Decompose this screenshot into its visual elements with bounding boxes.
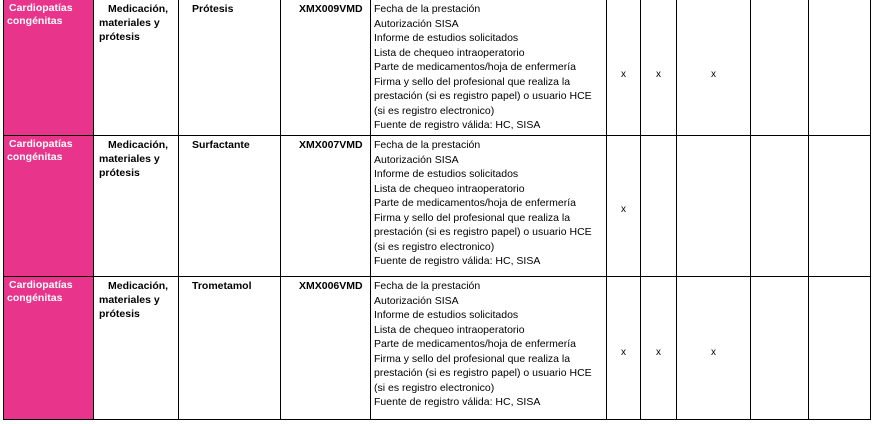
requirement-item: Lista de chequeo intraoperatorio [374, 46, 525, 59]
requirement-item: Firma y sello del profesional que realiza la [374, 352, 571, 365]
requirement-item: Autorización SISA [374, 153, 459, 166]
mark: x [711, 69, 716, 80]
mark-cell [641, 0, 677, 136]
requirements-cell [371, 136, 607, 277]
mark-cell [677, 277, 751, 420]
category-cell [4, 277, 94, 420]
table-row [4, 0, 871, 136]
mark: x [656, 346, 661, 358]
mark-cell [751, 136, 809, 277]
mark-cell [641, 136, 677, 277]
category-cell [4, 0, 94, 136]
requirement-item: Informe de estudios solicitados [374, 309, 519, 321]
requirement-item: Fuente de registro válida: HC, SISA [374, 119, 541, 131]
category-line: congénitas [7, 15, 63, 27]
category-line: congénitas [7, 151, 63, 163]
mark: x [656, 69, 661, 80]
requirement-item: Fecha de la prestación [374, 280, 481, 292]
requirement-item: prestación (si es registro papel) o usuario HCE [374, 367, 592, 379]
mark-cell [809, 136, 871, 277]
mark-cell [809, 0, 871, 136]
type-line: prótesis [99, 167, 140, 179]
mark-cell [677, 0, 751, 136]
type-line: Medicación, [108, 3, 169, 15]
requirement-item: prestación (si es registro papel) o usuario HCE [374, 90, 592, 102]
mark: x [711, 346, 716, 358]
item-name-cell: Trometamol [179, 277, 281, 420]
type-line: Medicación, [108, 280, 169, 292]
requirement-item: Autorización SISA [374, 294, 459, 307]
item-code-cell: XMX006VMD [281, 277, 371, 420]
type-line: materiales y [99, 153, 160, 165]
requirement-item: (si es registro electronico) [374, 104, 495, 117]
mark-cell [751, 0, 809, 136]
requirements-cell [371, 0, 607, 136]
requirement-item: Autorización SISA [374, 17, 459, 30]
type-cell [94, 277, 179, 420]
mark: x [621, 203, 626, 215]
requirement-item: (si es registro electronico) [374, 240, 495, 253]
type-line: materiales y [99, 17, 160, 29]
mark-cell [677, 136, 751, 277]
requirement-item: Parte de medicamentos/hoja de enfermería [374, 197, 576, 209]
requirement-item: prestación (si es registro papel) o usuario HCE [374, 226, 592, 238]
requirement-item: Fecha de la prestación [374, 3, 481, 15]
type-line: Medicación, [108, 139, 169, 151]
requirement-item: Informe de estudios solicitados [374, 32, 519, 44]
mark: x [621, 69, 626, 80]
requirements-cell [371, 277, 607, 420]
requirement-item: Fecha de la prestación [374, 139, 481, 151]
requirements-table [3, 0, 871, 420]
requirement-item: Lista de chequeo intraoperatorio [374, 323, 525, 336]
table-row [4, 277, 871, 420]
category-line: Cardiopatías [9, 138, 73, 150]
category-line: congénitas [7, 292, 63, 304]
category-cell [4, 136, 94, 277]
mark-cell [607, 136, 641, 277]
mark-cell [641, 277, 677, 420]
type-cell [94, 0, 179, 136]
mark-cell [607, 0, 641, 136]
requirement-item: Parte de medicamentos/hoja de enfermería [374, 338, 576, 350]
requirement-item: Parte de medicamentos/hoja de enfermería [374, 61, 576, 73]
item-name-cell: Prótesis [179, 0, 281, 136]
category-line: Cardiopatías [9, 2, 73, 14]
requirement-item: (si es registro electronico) [374, 381, 495, 394]
mark: x [621, 346, 626, 358]
mark-cell [809, 277, 871, 420]
requirement-item: Firma y sello del profesional que realiza la [374, 211, 571, 224]
type-line: prótesis [99, 31, 140, 43]
requirement-item: Informe de estudios solicitados [374, 168, 519, 180]
requirement-item: Lista de chequeo intraoperatorio [374, 182, 525, 195]
category-line: Cardiopatías [9, 279, 73, 291]
requirement-item: Firma y sello del profesional que realiza la [374, 75, 571, 88]
requirement-item: Fuente de registro válida: HC, SISA [374, 255, 541, 267]
table-row [4, 136, 871, 277]
requirement-item: Fuente de registro válida: HC, SISA [374, 396, 541, 408]
type-cell [94, 136, 179, 277]
type-line: prótesis [99, 308, 140, 320]
item-name-cell: Surfactante [179, 136, 281, 277]
type-line: materiales y [99, 294, 160, 306]
item-code-cell: XMX009VMD [281, 0, 371, 136]
item-code-cell: XMX007VMD [281, 136, 371, 277]
mark-cell [607, 277, 641, 420]
mark-cell [751, 277, 809, 420]
